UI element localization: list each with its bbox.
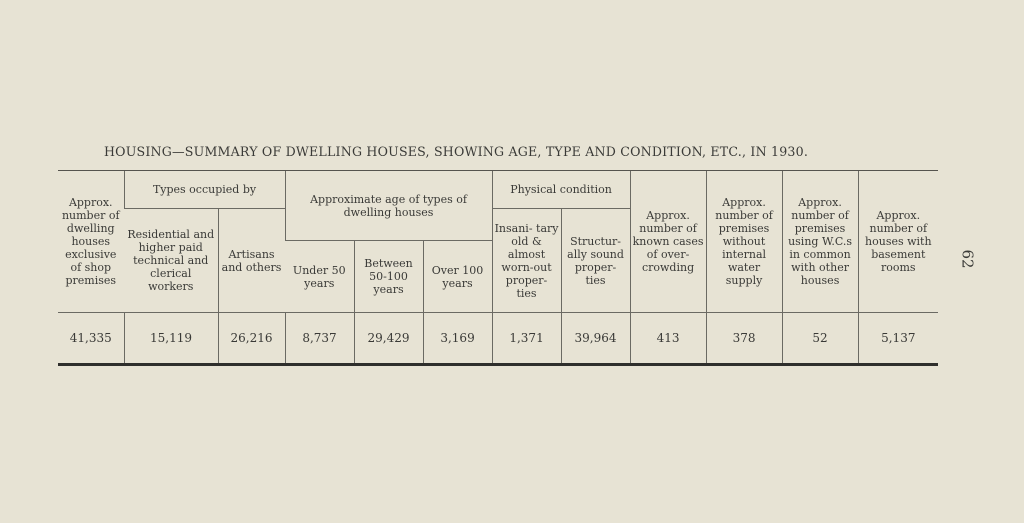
value-under-50: 8,737 — [285, 313, 354, 365]
page-title: HOUSING—SUMMARY OF DWELLING HOUSES, SHOWING AGE, TYPE AND CONDITION, ETC., IN 1930. — [104, 144, 809, 159]
header-physical-group: Physical condition — [492, 171, 630, 209]
header-artisans: Artisans and others — [218, 209, 285, 313]
header-insanitary: Insani- tary old & almost worn-out proper- ties — [492, 209, 561, 313]
value-overcrowding: 413 — [630, 313, 706, 365]
value-approx-number: 41,335 — [58, 313, 124, 365]
header-between-50-100: Between 50-100 years — [354, 241, 423, 313]
value-between-50-100: 29,429 — [354, 313, 423, 365]
header-types-group: Types occupied by — [124, 171, 285, 209]
header-over-100: Over 100 years — [423, 241, 492, 313]
header-basement: Approx. number of houses with basement rooms — [858, 171, 938, 313]
header-approx-number: Approx. number of dwelling houses exclusive of shop premises — [58, 171, 124, 313]
page-number: 62 — [958, 249, 977, 269]
value-structurally-sound: 39,964 — [561, 313, 630, 365]
header-overcrowding: Approx. number of known cases of over- crowding — [630, 171, 706, 313]
header-residential: Residential and higher paid technical and clerical workers — [124, 209, 218, 313]
value-over-100: 3,169 — [423, 313, 492, 365]
header-structurally-sound: Structur- ally sound proper- ties — [561, 209, 630, 313]
value-without-water: 378 — [706, 313, 782, 365]
value-residential: 15,119 — [124, 313, 218, 365]
header-without-water: Approx. number of premises without internal water supply — [706, 171, 782, 313]
header-age-group: Approximate age of types of dwelling houses — [285, 171, 492, 241]
value-basement: 5,137 — [858, 313, 938, 365]
value-wc-common: 52 — [782, 313, 858, 365]
header-wc-common: Approx. number of premises using W.C.s in common with other houses — [782, 171, 858, 313]
housing-summary-table — [58, 170, 938, 366]
value-insanitary: 1,371 — [492, 313, 561, 365]
table-row — [58, 313, 938, 365]
header-under-50: Under 50 years — [285, 241, 354, 313]
value-artisans: 26,216 — [218, 313, 285, 365]
